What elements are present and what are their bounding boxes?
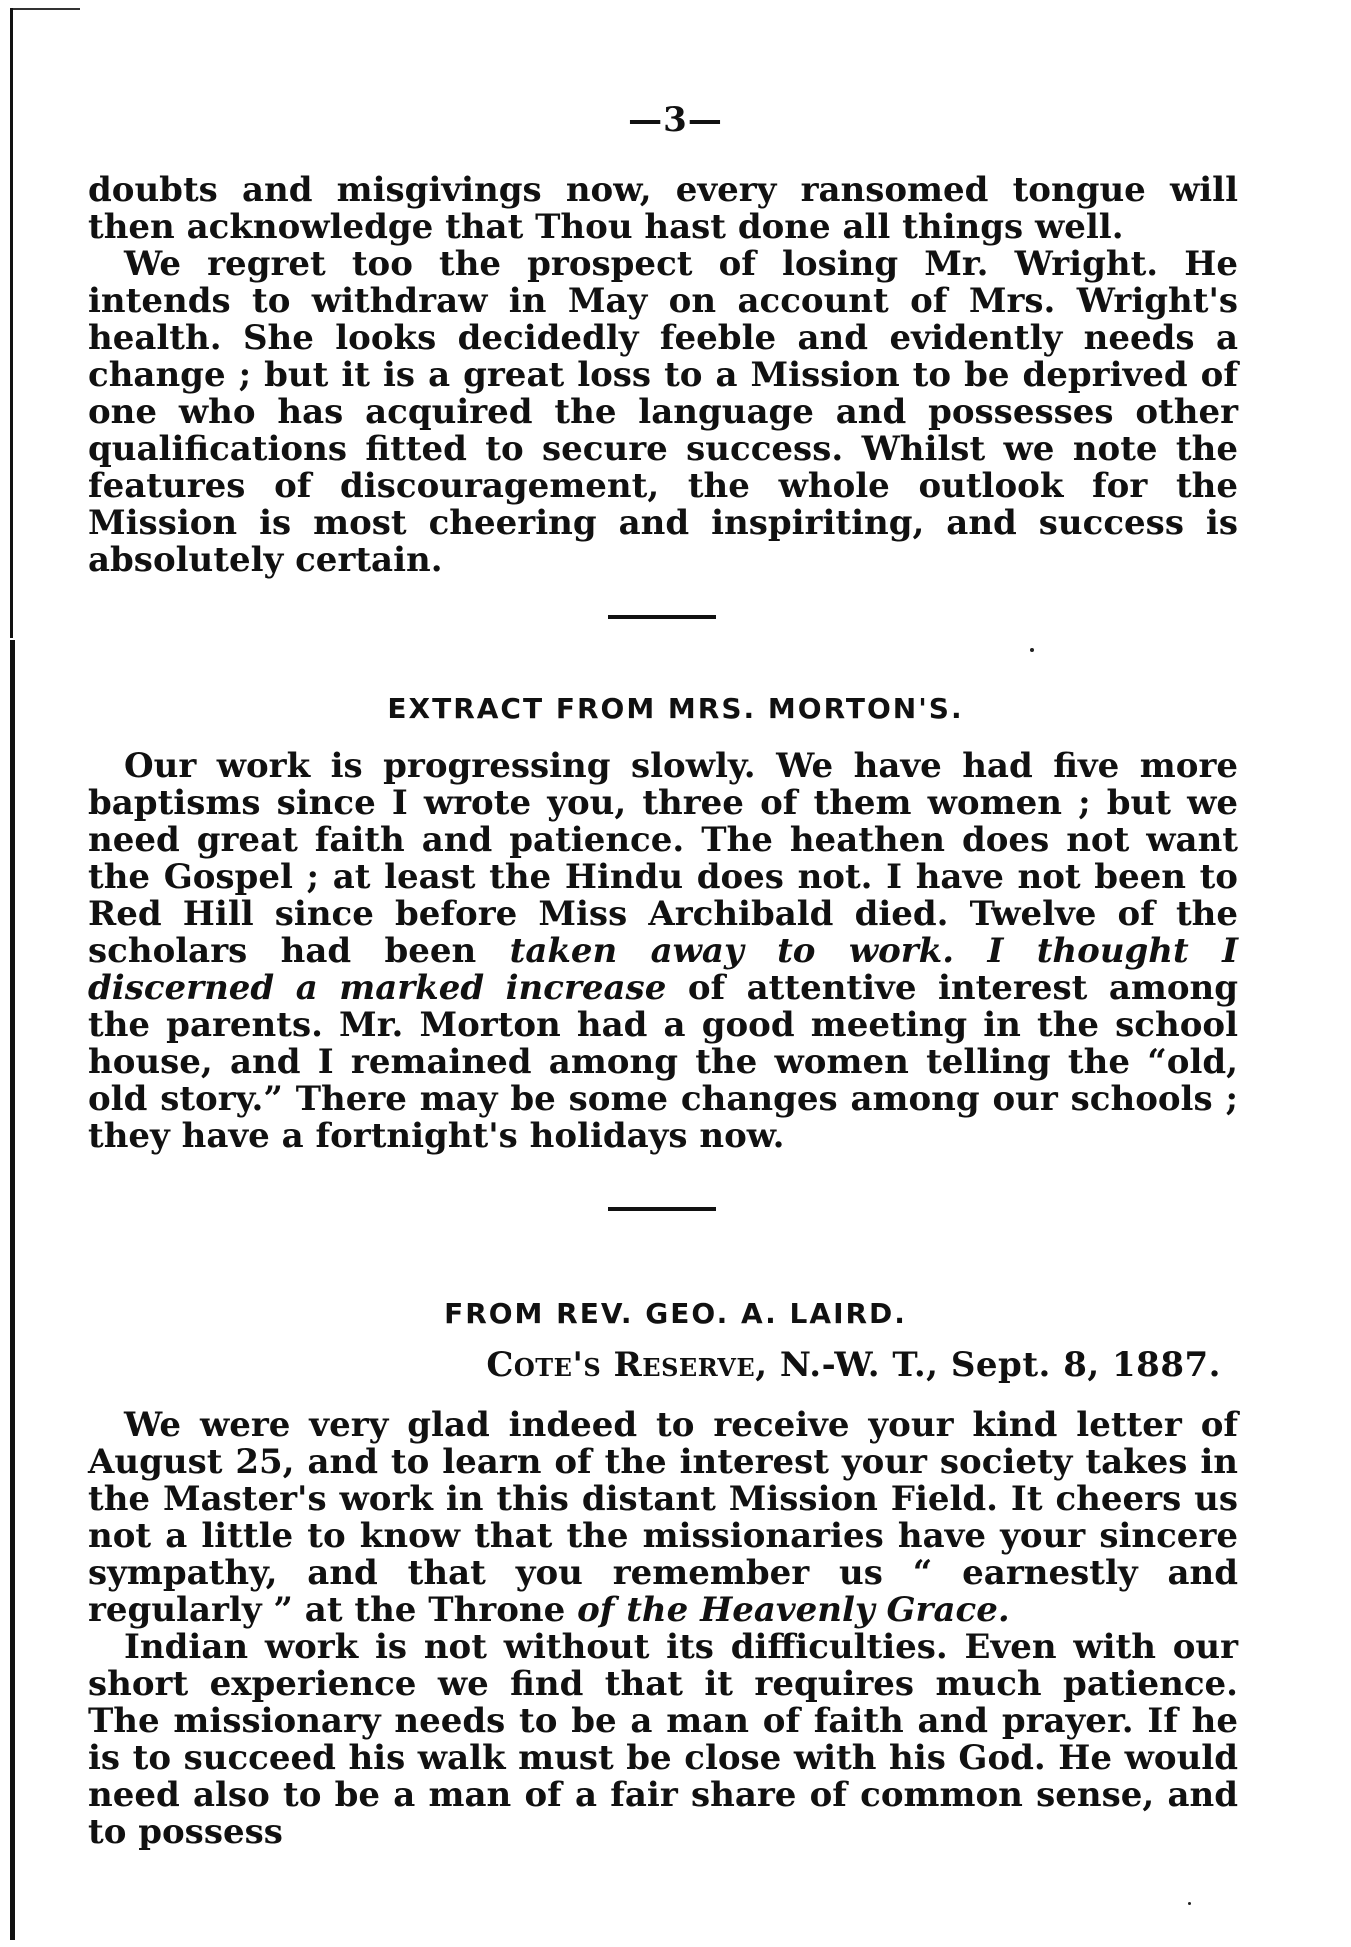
extract-text-end: of attentive interest among the parents. Mr. Morton had a good meeting in the school house, and I remained among the women telling the “old, old story.” There may be some changes among our schools ; they have a fortnight's holidays now. (88, 968, 1238, 1156)
top-paragraph-1: doubts and misgivings now, every ransomed tongue will then acknowledge that Thou hast done all things well. (88, 170, 1238, 247)
scan-edge-left-lower (10, 640, 15, 1940)
extract-heading: EXTRACT FROM MRS. MORTON'S. (387, 692, 964, 725)
page-number: —3— (628, 100, 723, 140)
extract-paragraph (88, 748, 1238, 1155)
dateline-place: Cote's Reserve (486, 1345, 756, 1385)
section-divider-1 (608, 615, 716, 619)
laird-dateline (486, 1345, 1221, 1385)
laird-section (88, 1407, 1238, 1851)
top-paragraph-2: We regret too the prospect of losing Mr. Wright. He intends to withdraw in May on account of Mrs. Wright's health. She looks decidedly feeble and evidently needs a change ; but it is a great loss to a Mission to be deprived of one who has acquired the language and possesses other qualifications fitted to secure success. Whilst we note the features of discouragement, the whole outlook for the Mission is most cheering and inspiriting, and success is absolutely certain. (88, 244, 1238, 580)
section-divider-2 (608, 1207, 716, 1211)
laird-heading: FROM REV. GEO. A. LAIRD. (444, 1297, 907, 1330)
extract-text-start: Our work is progressing slowly. We have had five more baptisms since I wrote you, three of them women ; but we need great faith and patience. The heathen does not want the Gospel ; at least the Hindu does not. I have not been to Red Hill since before Miss Archibald died. Twelve of the scholars had been (88, 746, 1238, 971)
laird-paragraph-2: Indian work is not without its difficulties. Even with our short experience we find that it requires much patience. The missionary needs to be a man of faith and prayer. If he is to succeed his walk must be close with his God. He would need also to be a man of a fair share of common sense, and to possess (88, 1627, 1238, 1852)
laird-paragraph-1-main: We were very glad indeed to receive your kind letter of August 25, and to learn of the interest your society takes in the Master's work in this distant Mission Field. It cheers us not a little to know that the missionaries have your sincere sympathy, and that you remember us “ earnestly and regularly ” at the Throne (88, 1405, 1238, 1630)
extract-text-italic: taken away to work. I thought I discerned a marked increase (88, 931, 1238, 1008)
print-speck-bottom (1188, 1902, 1191, 1905)
print-speck (1030, 648, 1034, 652)
top-section (88, 172, 1238, 579)
dateline-rest: , N.-W. T., Sept. 8, 1887. (755, 1345, 1221, 1385)
laird-paragraph-1-italic: of the Heavenly Grace. (577, 1590, 1010, 1630)
scan-edge-top (10, 8, 80, 10)
laird-paragraph-1 (88, 1407, 1238, 1629)
extract-section (88, 748, 1238, 1155)
